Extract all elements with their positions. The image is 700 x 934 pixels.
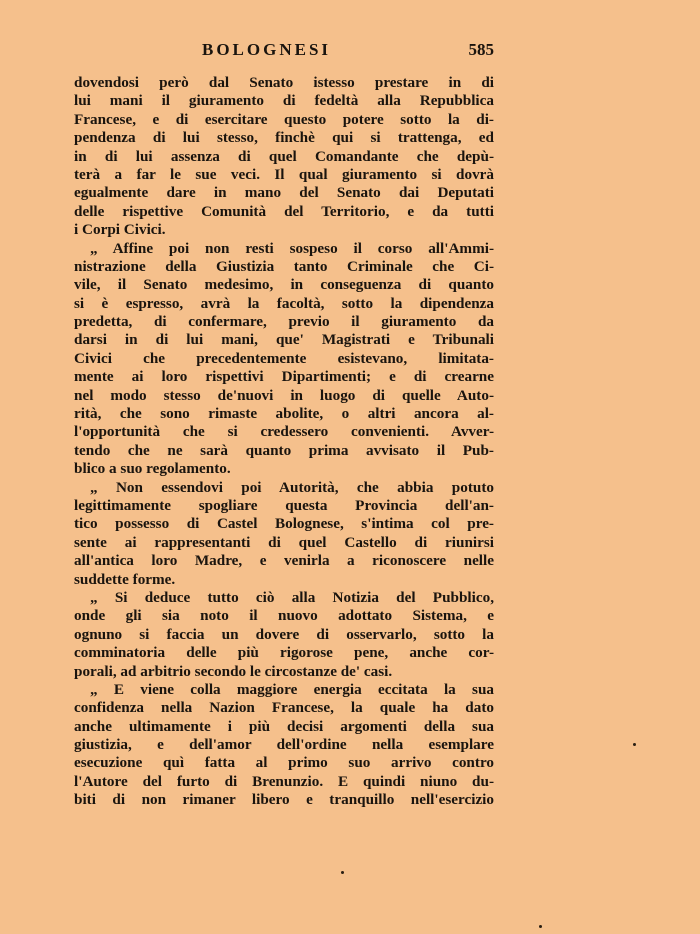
text-line: delle rispettive Comunità del Territorio, e da tutti xyxy=(74,202,494,220)
text-line: darsi in di lui mani, que' Magistrati e Tribunali xyxy=(74,331,494,349)
text-line: sente ai rappresentanti di quel Castello di riunirsi xyxy=(74,533,494,551)
text-line: lui mani il giuramento di fedeltà alla Repubblica xyxy=(74,92,494,110)
text-line: dovendosi però dal Senato istesso prestare in di xyxy=(74,74,494,91)
text-line: nistrazione della Giustizia tanto Criminale che Ci- xyxy=(74,257,494,275)
page-number: 585 xyxy=(468,40,494,59)
text-line: vile, il Senato medesimo, in conseguenza di quanto xyxy=(74,276,494,294)
text-line: porali, ad arbitrio secondo le circostanze de' casi. xyxy=(74,662,393,680)
text-line: rità, che sono rimaste abolite, o altri ancora al- xyxy=(74,405,494,423)
text-line: tendo che ne sarà quanto prima avvisato il Pub- xyxy=(74,441,494,459)
text-line: l'opportunità che si credessero convenienti. Avver- xyxy=(74,423,494,441)
running-title: BOLOGNESI xyxy=(202,40,332,59)
text-line: „ Si deduce tutto ciò alla Notizia del Pubblico, xyxy=(90,588,494,606)
text-line: terà a far le sue veci. Il qual giuramento si dovrà xyxy=(74,165,494,183)
ink-speck xyxy=(539,925,542,928)
text-line: pendenza di lui stesso, finchè qui si trattenga, ed xyxy=(74,129,494,147)
text-line: si è espresso, avrà la facoltà, sotto la dipendenza xyxy=(74,294,494,312)
ink-speck xyxy=(341,871,344,874)
text-line: predetta, di confermare, previo il giuramento da xyxy=(74,313,494,331)
running-head xyxy=(74,40,494,62)
text-line: suddette forme. xyxy=(74,570,176,588)
text-line: all'antica loro Madre, e venirla a riconoscere nelle xyxy=(74,552,494,570)
text-line: anche ultimamente i più decisi argomenti della sua xyxy=(74,717,494,735)
body-text xyxy=(74,74,494,810)
text-line: legittimamente spogliare questa Provincia dell'an- xyxy=(74,496,494,514)
text-line: egualmente dare in mano del Senato dai Deputati xyxy=(74,184,494,202)
text-line: blico a suo regolamento. xyxy=(74,460,231,478)
text-line: giustizia, e dell'amor dell'ordine nella esemplare xyxy=(74,736,494,754)
text-line: i Corpi Civici. xyxy=(74,221,166,239)
text-line: tico possesso di Castel Bolognese, s'intima col pre- xyxy=(74,515,494,533)
text-line: esecuzione quì fatta al primo suo arrivo contro xyxy=(74,754,494,772)
text-line: „ Non essendovi poi Autorità, che abbia potuto xyxy=(90,478,494,496)
text-line: comminatoria delle più rigorose pene, anche cor- xyxy=(74,644,494,662)
text-line: nel modo stesso de'nuovi in luogo di quelle Auto- xyxy=(74,386,494,404)
text-line: mente ai loro rispettivi Dipartimenti; e di crearne xyxy=(74,368,494,386)
text-line: in di lui assenza di quel Comandante che depù- xyxy=(74,147,494,165)
text-line: „ E viene colla maggiore energia eccitata la sua xyxy=(90,680,494,698)
text-line: onde gli sia noto il nuovo adottato Sistema, e xyxy=(74,607,494,625)
text-line: ognuno si faccia un dovere di osservarlo, sotto la xyxy=(74,625,494,643)
text-line: „ Affine poi non resti sospeso il corso all'Ammi- xyxy=(90,239,494,257)
text-line: Francese, e di esercitare questo potere sotto la di- xyxy=(74,110,494,128)
text-line: confidenza nella Nazion Francese, la quale ha dato xyxy=(74,699,494,717)
ink-speck xyxy=(633,743,636,746)
text-line: l'Autore del furto di Brenunzio. E quindi niuno du- xyxy=(74,772,494,790)
text-line: biti di non rimaner libero e tranquillo nell'esercizio xyxy=(74,791,494,809)
text-line: Civici che precedentemente esistevano, limitata- xyxy=(74,349,494,367)
